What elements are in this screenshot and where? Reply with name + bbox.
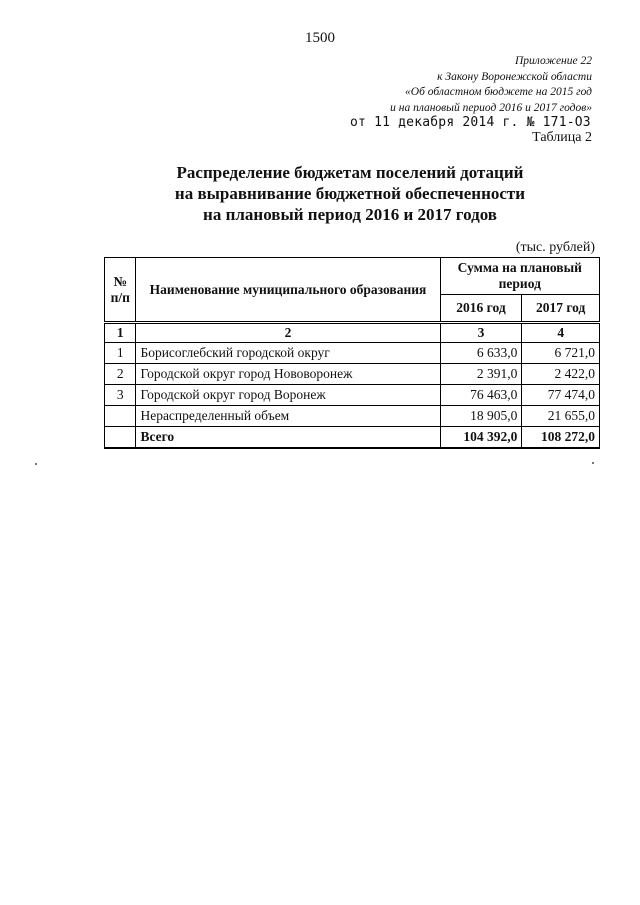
page-number: 1500 <box>305 30 335 46</box>
column-number: 2 <box>136 323 440 343</box>
amount-2016: 76 463,0 <box>440 385 522 406</box>
appendix-line: Приложение 22 <box>514 55 592 67</box>
header-num: № п/п <box>105 258 136 323</box>
total-label: Всего <box>136 427 440 449</box>
appendix-line: к Закону Воронежской области <box>437 70 592 83</box>
title-line: на выравнивание бюджетной обеспеченности <box>174 184 526 203</box>
row-number: 1 <box>105 343 136 364</box>
amount-2016: 18 905,0 <box>440 406 522 427</box>
table-row <box>105 343 600 364</box>
row-number: 2 <box>105 364 136 385</box>
header-name: Наименование муниципального образования <box>136 258 440 323</box>
total-2017: 108 272,0 <box>522 427 600 449</box>
amount-2017: 6 721,0 <box>522 343 600 364</box>
scan-speck <box>35 463 37 465</box>
document-title <box>0 162 640 225</box>
row-number: 3 <box>105 385 136 406</box>
appendix-line: «Об областном бюджете на 2015 год <box>405 86 592 98</box>
header-2016: 2016 год <box>440 295 522 323</box>
amount-2017: 21 655,0 <box>522 406 600 427</box>
table-header-row <box>105 258 600 295</box>
municipality-name: Городской округ город Воронеж <box>136 385 440 406</box>
row-number <box>105 427 136 449</box>
column-number: 4 <box>522 323 600 343</box>
title-line: Распределение бюджетам поселений дотаций <box>176 163 524 182</box>
table-label: Таблица 2 <box>532 130 592 145</box>
column-number: 1 <box>105 323 136 343</box>
amount-2016: 6 633,0 <box>440 343 522 364</box>
law-number-stamp: от 11 декабря 2014 г. № 171-ОЗ <box>350 115 591 130</box>
column-numbers-row <box>105 323 600 343</box>
row-number <box>105 406 136 427</box>
municipality-name: Городской округ город Нововоронеж <box>136 364 440 385</box>
table-row <box>105 385 600 406</box>
municipality-name: Борисоглебский городской округ <box>136 343 440 364</box>
header-sum: Сумма на плановый период <box>440 258 599 295</box>
header-2017: 2017 год <box>522 295 600 323</box>
column-number: 3 <box>440 323 522 343</box>
scan-speck <box>592 462 594 464</box>
amount-2017: 2 422,0 <box>522 364 600 385</box>
total-row <box>105 427 600 449</box>
appendix-line: и на плановый период 2016 и 2017 годов» <box>390 101 592 114</box>
municipality-name: Нераспределенный объем <box>136 406 440 427</box>
title-line: на плановый период 2016 и 2017 годов <box>203 205 497 224</box>
table-row <box>105 406 600 427</box>
table-row <box>105 364 600 385</box>
amount-2016: 2 391,0 <box>440 364 522 385</box>
total-2016: 104 392,0 <box>440 427 522 449</box>
amount-2017: 77 474,0 <box>522 385 600 406</box>
units-note: (тыс. рублей) <box>515 240 595 255</box>
budget-table <box>104 257 600 449</box>
appendix-note <box>390 54 592 116</box>
